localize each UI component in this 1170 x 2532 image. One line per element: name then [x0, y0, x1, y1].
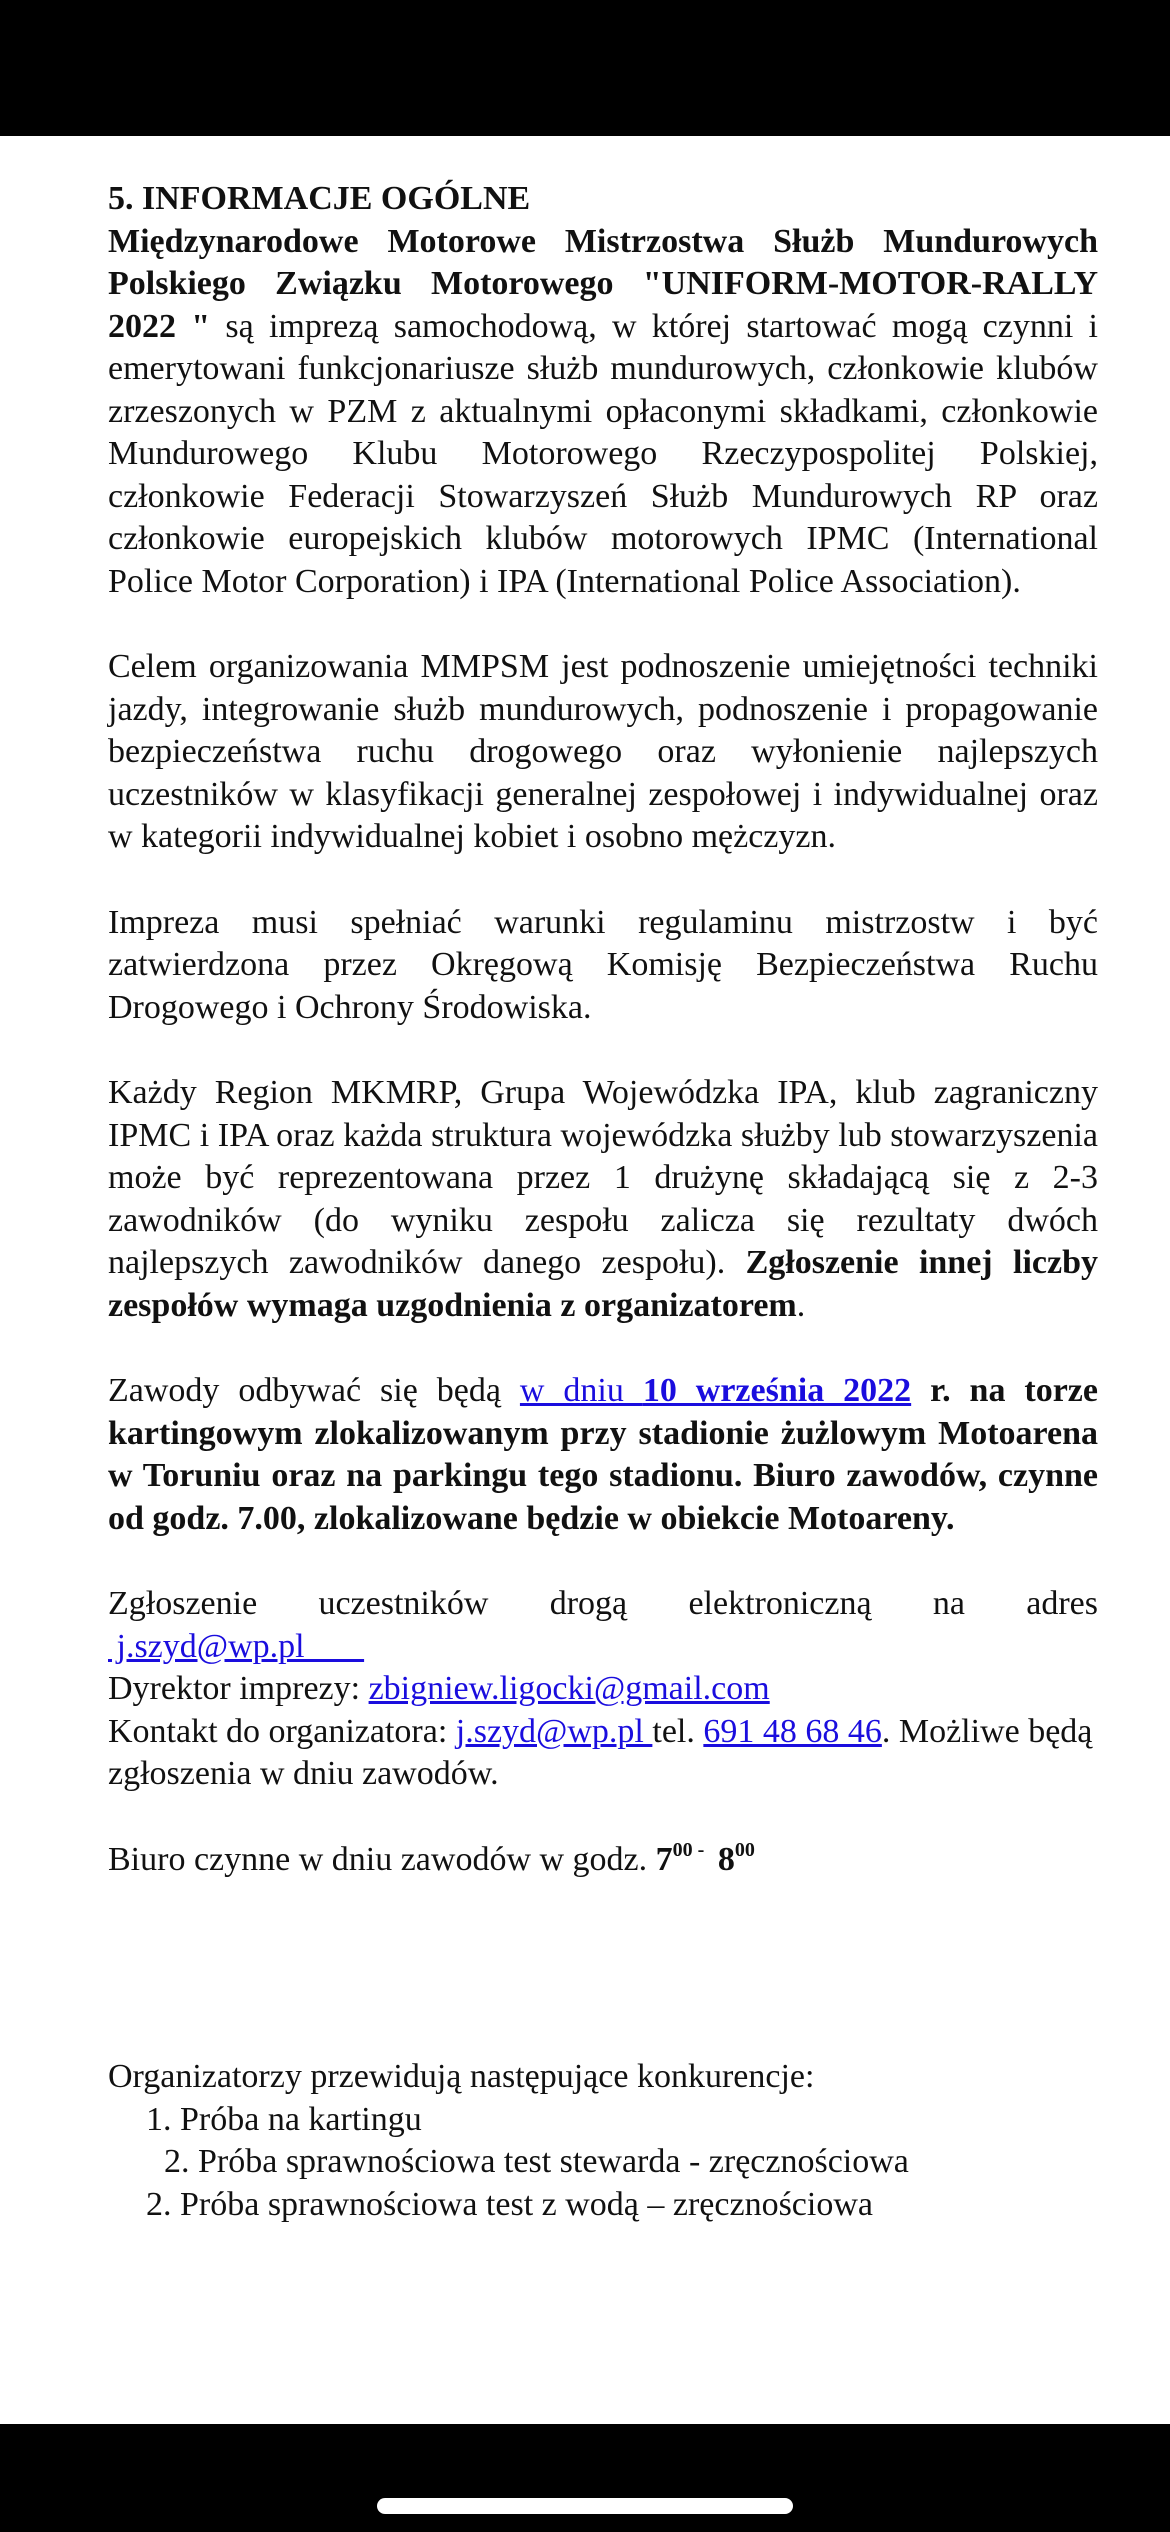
registration-line: [108, 1626, 1098, 1669]
list-item: 2. Próba sprawnościowa test stewarda - zręcznościowa: [164, 2143, 909, 2180]
intro-bold-text: Międzynarodowe Motorowe Mistrzostwa Służb Mundurowych Polskiego Związku Motorowego "UNIFORM-MOTOR-RALLY 2022 ": [108, 222, 1098, 345]
document-content: [108, 178, 1098, 2226]
contact-line: [108, 1711, 1098, 1796]
section-heading: 5. INFORMACJE OGÓLNE: [108, 180, 531, 217]
bottom-bar: [0, 2424, 1170, 2532]
contact-phone-link[interactable]: 691 48 68 46: [703, 1712, 882, 1750]
office-hour-1: 7: [655, 1840, 673, 1878]
date-rest: r. na torze kartingowym zlokalizowanym przy stadionie żużlowym Motoarena w Toruniu oraz na parkingu tego stadionu. Biuro zawodów, czynne od godz. 7.00, zlokalizowane będzie w obiekcie Motoareny.: [108, 1372, 1098, 1537]
office-hour-2: 8: [709, 1840, 735, 1878]
contact-label: Kontakt do organizatora:: [108, 1712, 456, 1750]
document-page: [0, 136, 1170, 2424]
director-email-link[interactable]: zbigniew.ligocki@gmail.com: [368, 1670, 770, 1707]
office-minutes-2: 00: [734, 1838, 755, 1861]
office-minutes-1: 00 -: [672, 1838, 710, 1861]
teams-end: .: [796, 1286, 806, 1324]
contact-email-link[interactable]: j.szyd@wp.pl: [455, 1712, 653, 1750]
teams-text: Każdy Region MKMRP, Grupa Wojewódzka IPA, klub zagraniczny IPMC i IPA oraz każda struktura wojewódzka służby lub stowarzyszenia może być reprezentowana przez 1 drużynę składającą się z 2-3 zawodników (do wyniku zespołu zalicza się rezultaty dwóch najlepszych zawodników danego zespołu).: [108, 1074, 1098, 1281]
date-link-part-a: w dniu: [519, 1372, 643, 1409]
list-item: 2. Próba sprawnościowa test z wodą – zręcznościowa: [146, 2185, 873, 2223]
contact-rest: . Możliwe będą zgłoszenia w dniu zawodów.: [108, 1712, 1093, 1792]
intro-text: są imprezą samochodową, w której startować mogą czynni i emerytowani funkcjonariusze służb mundurowych, członkowie klubów zrzeszonych w PZM z aktualnymi opłaconymi składkami, członkowie Mundurowego Klubu Motorowego Rzeczypospolitej Polskiej, członkowie Federacji Stowarzyszeń Służb Mundurowych RP oraz członkowie europejskich klubów motorowych IPMC (International Police Motor Corporation) i IPA (International Police Association).: [108, 307, 1098, 600]
teams-paragraph: [108, 1072, 1098, 1327]
director-label: Dyrektor imprezy:: [108, 1670, 369, 1707]
teams-bold-text: Zgłoszenie innej liczby zespołów wymaga uzgodnienia z organizatorem: [108, 1244, 1098, 1324]
goal-paragraph: Celem organizowania MMPSM jest podnoszenie umiejętności techniki jazdy, integrowanie służb mundurowych, podnoszenie i propagowanie bezpieczeństwa ruchu drogowego oraz wyłonienie najlepszych uczestników w klasyfikacji generalnej zespołowej i indywidualnej oraz w kategorii indywidualnej kobiet i osobno mężczyzn.: [108, 648, 1098, 855]
office-hours: [108, 1839, 1098, 1882]
date-prefix: Zawody odbywać się będą: [108, 1372, 520, 1409]
contact-tel-label: tel.: [652, 1712, 704, 1750]
director-line: [108, 1668, 1098, 1711]
contact-block: [108, 1583, 1098, 1796]
home-indicator[interactable]: [377, 2498, 793, 2514]
competitions-list: [108, 2099, 1098, 2227]
status-bar: [0, 0, 1170, 136]
date-link-part-b: 10 września 2022: [642, 1372, 912, 1409]
intro-paragraph: [108, 221, 1098, 604]
registration-email-link[interactable]: j.szyd@wp.pl: [108, 1627, 365, 1665]
date-paragraph: [108, 1370, 1098, 1540]
date-link[interactable]: [520, 1372, 911, 1409]
office-time-start: [655, 1838, 755, 1878]
office-text: Biuro czynne w dniu zawodów w godz.: [108, 1840, 656, 1878]
blank-space: [108, 1881, 1098, 2056]
list-item: 1. Próba na kartingu: [146, 2100, 422, 2138]
competitions-intro: Organizatorzy przewidują następujące konkurencje:: [108, 2058, 815, 2095]
conditions-paragraph: Impreza musi spełniać warunki regulaminu mistrzostw i być zatwierdzona przez Okręgową Komisję Bezpieczeństwa Ruchu Drogowego i Ochrony Środowiska.: [108, 903, 1098, 1026]
registration-text: Zgłoszenie uczestników drogą elektroniczną na adres: [108, 1585, 1098, 1622]
